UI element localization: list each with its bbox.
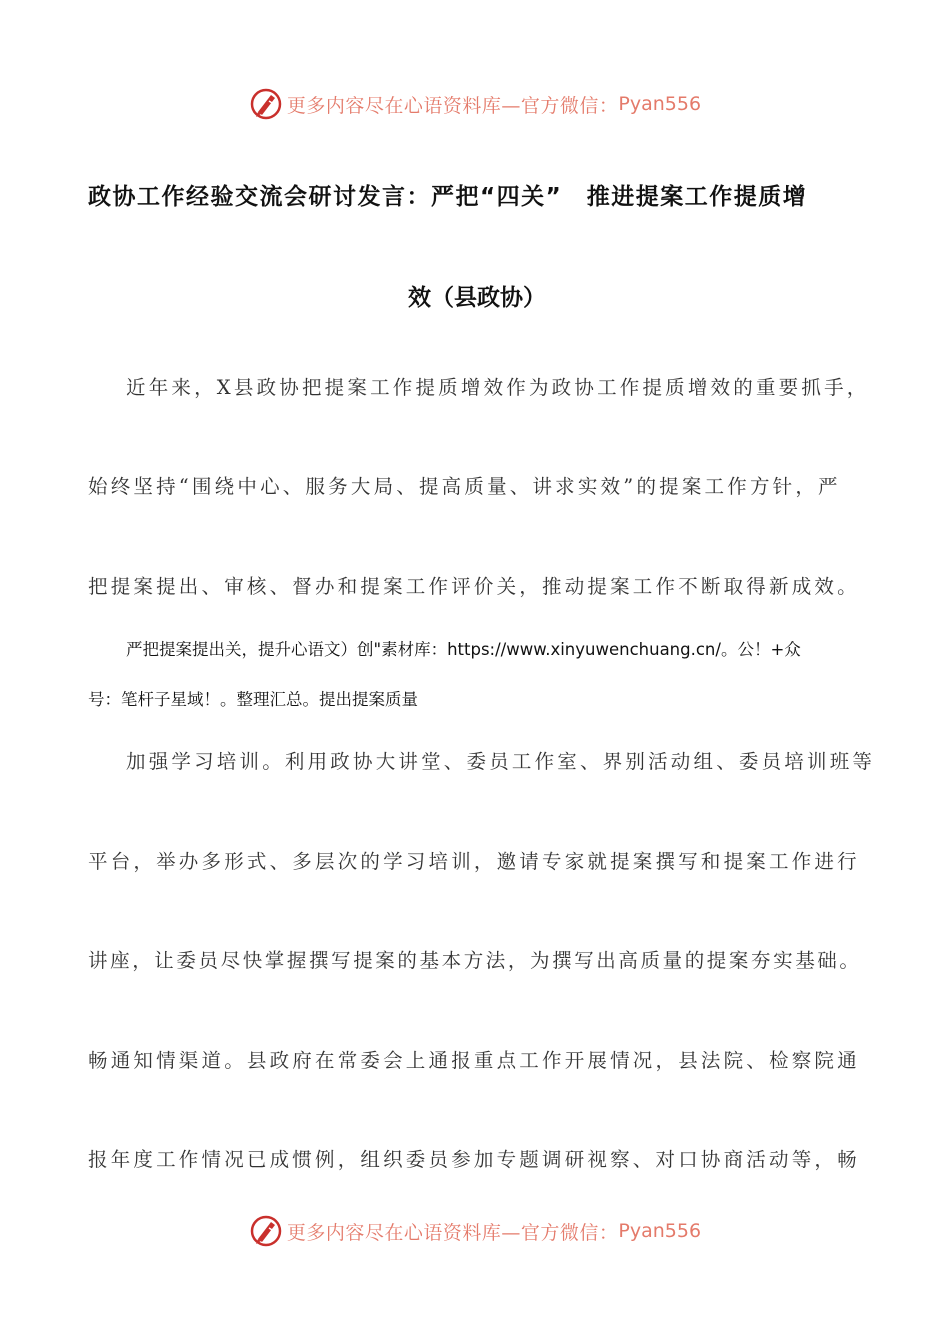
header-banner[interactable] — [0, 84, 950, 124]
section-heading-line-1: 严把提案提出关，提升心语文）创"素材库：https://www.xinyuwenchuang.cn/。公！+众 — [126, 640, 801, 659]
banner-text: 更多内容尽在心语资料库—官方微信： — [286, 94, 619, 117]
pen-logo-icon — [249, 87, 283, 121]
pen-logo-icon — [249, 1214, 283, 1248]
paragraph-1-line-3: 把提案提出、审核、督办和提案工作评价关，推动提案工作不断取得新成效。 — [88, 575, 860, 598]
paragraph-2-line-5: 报年度工作情况已成惯例，组织委员参加专题调研视察、对口协商活动等，畅 — [88, 1148, 860, 1171]
paragraph-2-line-1: 加强学习培训。利用政协大讲堂、委员工作室、界别活动组、委员培训班等 — [126, 750, 876, 773]
paragraph-2-line-2: 平台，举办多形式、多层次的学习培训，邀请专家就提案撰写和提案工作进行 — [88, 850, 860, 873]
banner-wechat-id: Pyan556 — [618, 1220, 702, 1242]
paragraph-2-line-4: 畅通知情渠道。县政府在常委会上通报重点工作开展情况，县法院、检察院通 — [88, 1049, 860, 1072]
paragraph-2-line-3: 讲座，让委员尽快掌握撰写提案的基本方法，为撰写出高质量的提案夯实基础。 — [88, 949, 862, 972]
banner-text: 更多内容尽在心语资料库—官方微信： — [286, 1221, 619, 1244]
footer-banner[interactable] — [0, 1211, 950, 1251]
banner-wechat-id: Pyan556 — [618, 93, 702, 115]
title-line-1: 政协工作经验交流会研讨发言：严把“四关” 推进提案工作提质增 — [88, 184, 808, 210]
title-line-2: 效（县政协） — [408, 285, 546, 311]
paragraph-1-line-2: 始终坚持“围绕中心、服务大局、提高质量、讲求实效”的提案工作方针，严 — [88, 475, 841, 498]
paragraph-1-line-1: 近年来，X县政协把提案工作提质增效作为政协工作提质增效的重要抓手， — [126, 376, 870, 399]
section-heading-line-2: 号：笔杆子星域！。整理汇总。提出提案质量 — [88, 690, 418, 709]
